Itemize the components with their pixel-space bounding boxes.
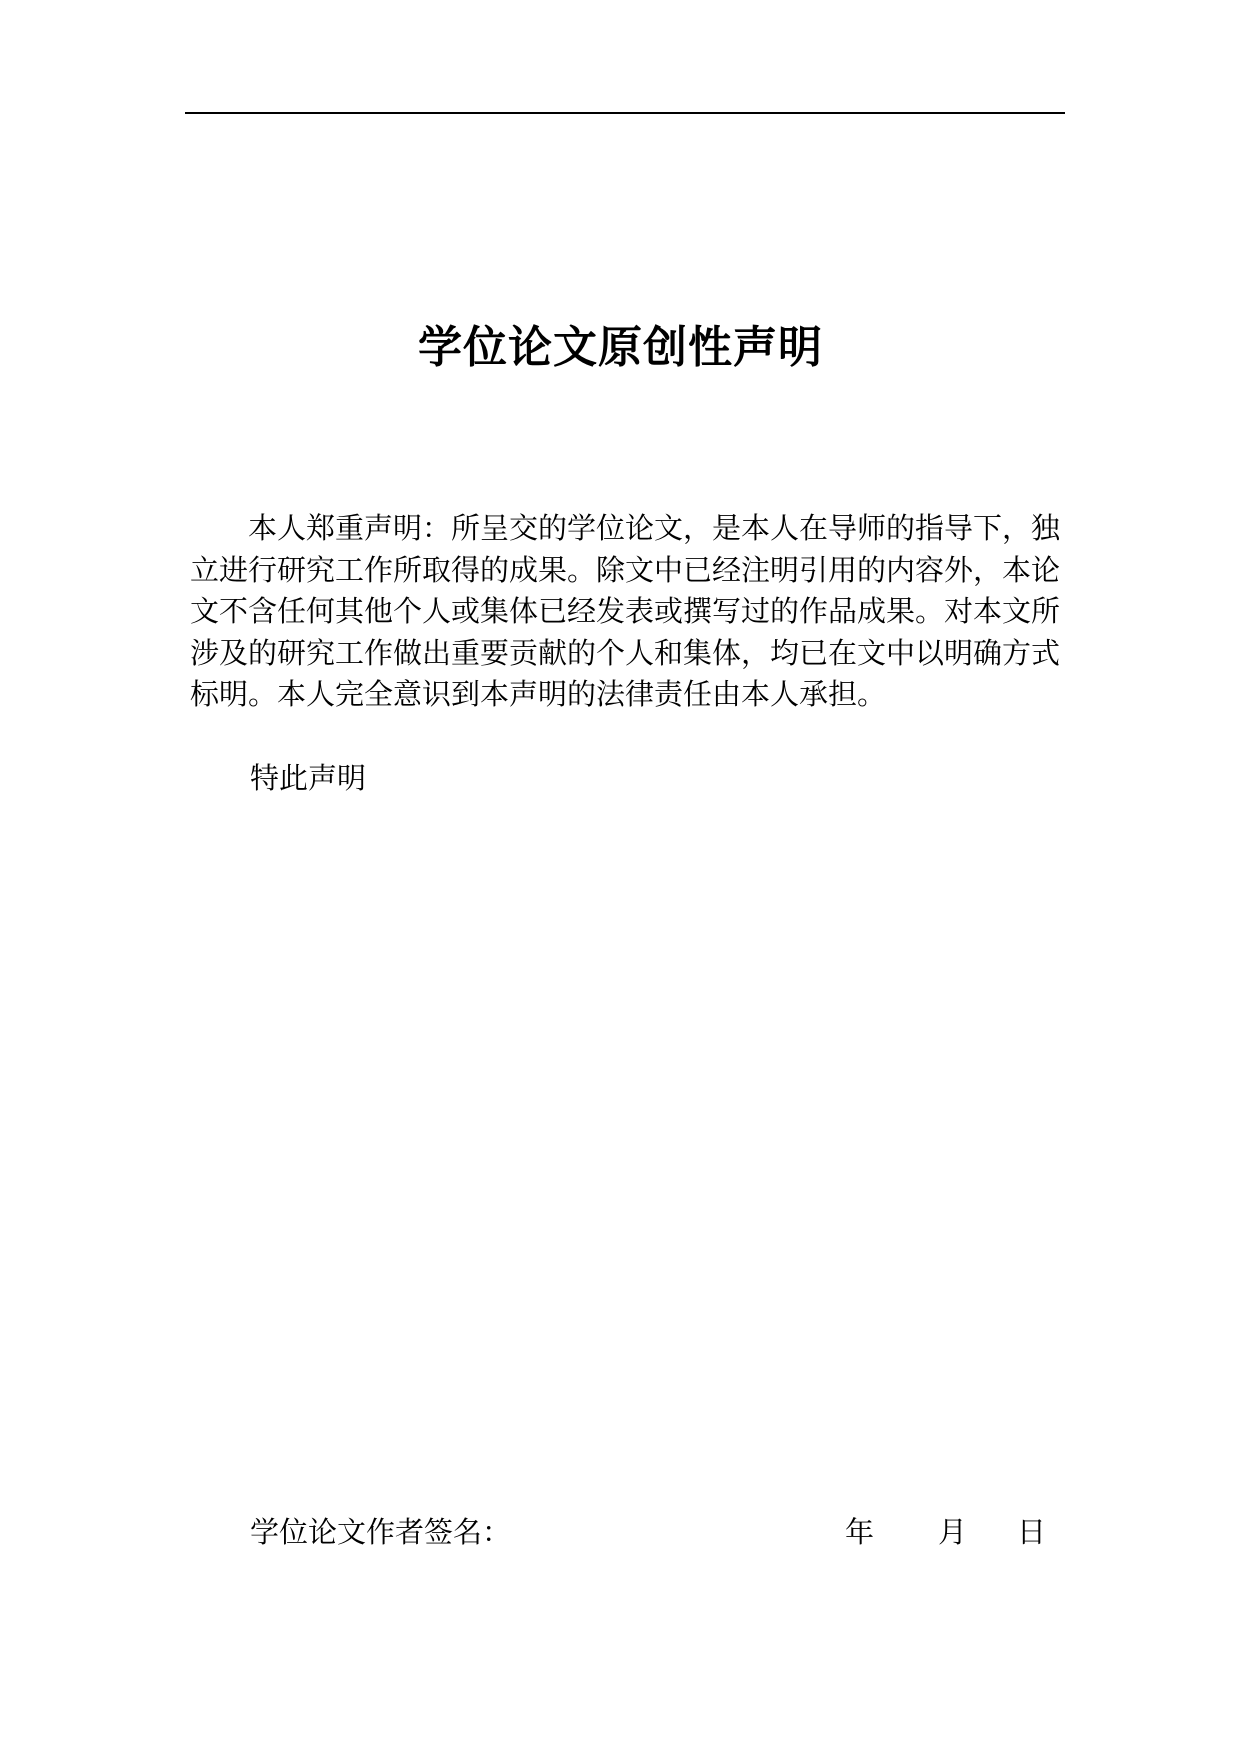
date-year-label: 年 xyxy=(845,1515,875,1549)
header-rule xyxy=(185,112,1065,114)
closing-statement: 特此声明 xyxy=(250,761,367,795)
date-month-label: 月 xyxy=(938,1515,968,1549)
declaration-paragraph: 本人郑重声明：所呈交的学位论文，是本人在导师的指导下，独立进行研究工作所取得的成果。除文中已经注明引用的内容外，本论文不含任何其他个人或集体已经发表或撰写过的作品成果。对本文所涉及的研究工作做出重要贡献的个人和集体，均已在文中以明确方式标明。本人完全意识到本声明的法律责任由本人承担。 xyxy=(190,511,1061,711)
page-title: 学位论文原创性声明 xyxy=(418,322,823,373)
date-day-label: 日 xyxy=(1017,1515,1047,1549)
author-signature-label: 学位论文作者签名： xyxy=(250,1515,512,1549)
